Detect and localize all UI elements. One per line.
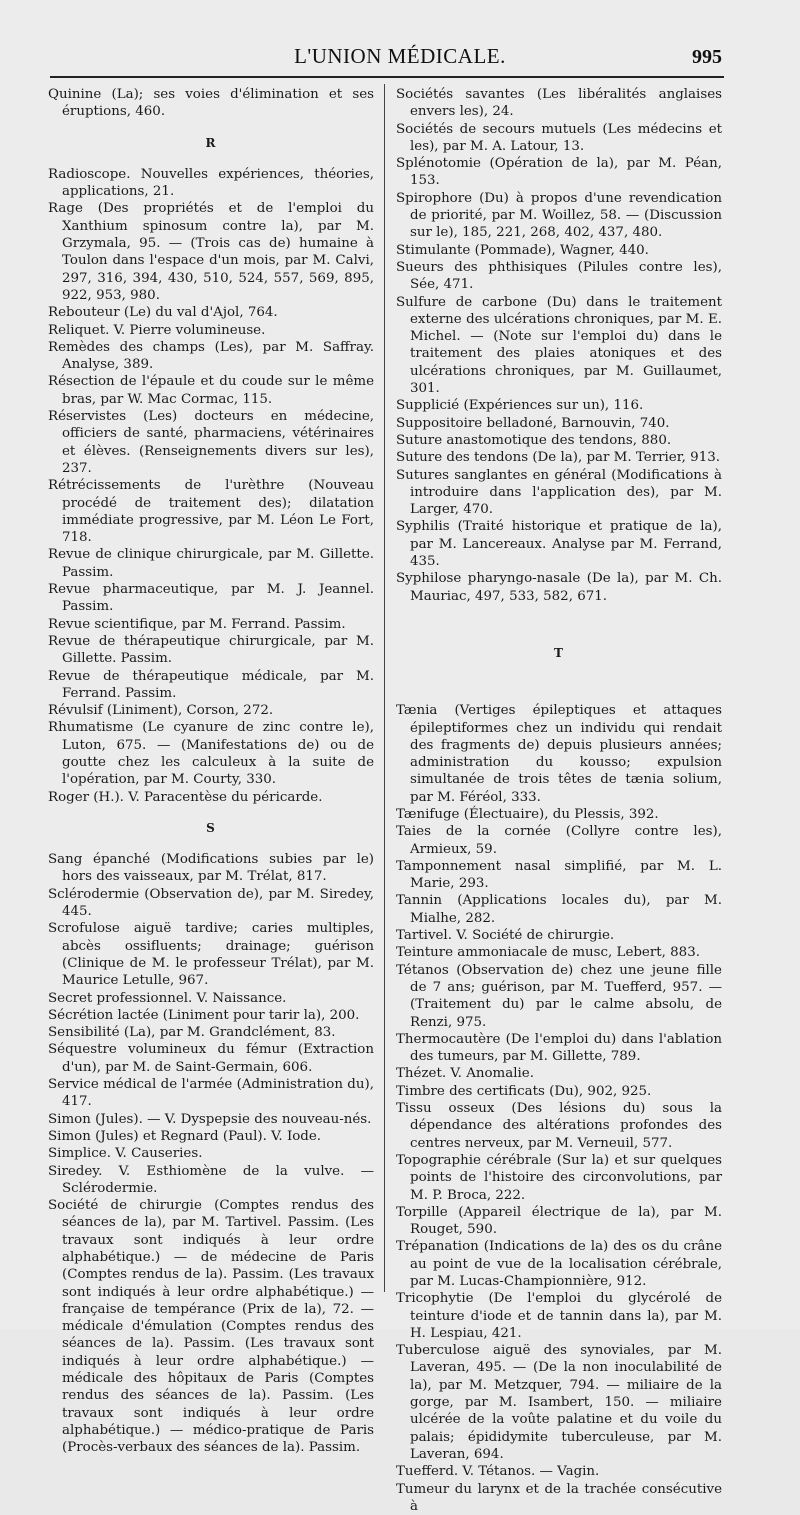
index-entry: Service médical de l'armée (Administration du), 417. (48, 1077, 374, 1110)
index-entry: Splénotomie (Opération de la), par M. Péan, 153. (396, 156, 722, 189)
section-letter-s: S (206, 820, 216, 835)
index-entry: Réservistes (Les) docteurs en médecine, officiers de santé, pharmaciens, vétérinaires et élèves. (Renseignements divers sur les), 237. (48, 409, 374, 476)
index-entry: Torpille (Appareil électrique de la), par M. Rouget, 590. (396, 1204, 722, 1238)
index-entry: Reliquet. V. Pierre volumineuse. (48, 322, 266, 338)
index-entry: Quinine (La); ses voies d'élimination et ses éruptions, 460. (48, 87, 374, 120)
section-letter-t: T (554, 645, 564, 660)
index-entry: Revue de thérapeutique médicale, par M. Ferrand. Passim. (48, 668, 374, 701)
index-entry: Séquestre volumineux du fémur (Extraction d'un), par M. de Saint-Germain, 606. (48, 1042, 374, 1075)
index-entry: Taies de la cornée (Collyre contre les), Armieux, 59. (396, 824, 722, 857)
index-entry: Teinture ammoniacale de musc, Lebert, 883. (396, 945, 700, 961)
header-rule (50, 76, 724, 78)
index-entry: Scrofulose aiguë tardive; caries multiples, abcès ossifluents; drainage; guérison (Clinique de M. le professeur Trélat), par M. Maurice Letulle, 967. (48, 921, 374, 989)
index-entry: Résection de l'épaule et du coude sur le même bras, par W. Mac Cormac, 115. (48, 374, 374, 407)
index-entry: Thermocautère (De l'emploi du) dans l'ablation des tumeurs, par M. Gillette, 789. (396, 1031, 722, 1065)
index-entry: Sociétés savantes (Les libéralités anglaises envers les), 24. (396, 87, 722, 120)
right-column (396, 86, 722, 1515)
index-entry: Rétrécissements de l'urèthre (Nouveau procédé de traitement des); dilatation immédiate progressive, par M. Léon Le Fort, 718. (48, 478, 374, 546)
index-entry: Simplice. V. Causeries. (48, 1146, 203, 1162)
left-column (48, 86, 374, 1457)
index-entry: Syphilose pharyngo-nasale (De la), par M. Ch. Mauriac, 497, 533, 582, 671. (396, 571, 722, 604)
index-entry: Rebouteur (Le) du val d'Ajol, 764. (48, 305, 278, 321)
section-letter-r: R (205, 135, 217, 150)
index-entry: Radioscope. Nouvelles expériences, théories, applications, 21. (48, 166, 374, 200)
index-entry: Supplicié (Expériences sur un), 116. (396, 398, 644, 414)
index-entry: Siredey. V. Esthiomène de la vulve. — Sclérodermie. (48, 1163, 374, 1196)
index-entry: Tartivel. V. Société de chirurgie. (396, 928, 615, 944)
index-entry: Timbre des certificats (Du), 902, 925. (396, 1083, 652, 1099)
index-entry: Tænia (Vertiges épileptiques et attaques épileptiformes chez un individu qui rendait des fragments de) depuis plusieurs années; administration du kousso; expulsion simultanée de trois têtes de tænia solium, par M. Féréol, 333. (396, 703, 722, 805)
index-entry: Tænifuge (Électuaire), du Plessis, 392. (396, 806, 659, 822)
index-entry: Sensibilité (La), par M. Grandclément, 83. (48, 1025, 336, 1041)
index-entry: Revue de thérapeutique chirurgicale, par M. Gillette. Passim. (48, 633, 374, 667)
index-entry: Sécrétion lactée (Liniment pour tarir la), 200. (48, 1007, 360, 1023)
page-number: 995 (692, 46, 722, 68)
entries-t (396, 702, 722, 1515)
index-entry: Suture anastomotique des tendons, 880. (396, 432, 672, 448)
index-entry: Revue pharmaceutique, par M. J. Jeannel. Passim. (48, 582, 374, 615)
index-entry: Tumeur du larynx et de la trachée consécutive à (396, 1481, 722, 1514)
index-entry: Simon (Jules). — V. Dyspepsie des nouveau-nés. (48, 1111, 372, 1127)
index-entry: Sutures sanglantes en général (Modifications à introduire dans l'application des), par M. Larger, 470. (396, 467, 722, 518)
index-entry: Thézet. V. Anomalie. (396, 1066, 534, 1082)
index-entry: Tuberculose aiguë des synoviales, par M. Laveran, 495. — (De la non inoculabilité de la), par M. Metzquer, 794. — miliaire de la gorge, par M. Isambert, 150. — miliaire ulcérée de la voûte palatine et du voile du palais; épididymite tuberculeuse, par M. Laveran, 694. (396, 1343, 722, 1462)
entries-s (48, 851, 374, 1456)
index-entry: Tricophytie (De l'emploi du glycérolé de teinture d'iode et de tannin dans la), par M. H. Lespiau, 421. (396, 1291, 722, 1341)
index-entry: Simon (Jules) et Regnard (Paul). V. Iode. (48, 1128, 322, 1144)
index-entry: Sang épanché (Modifications subies par le) hors des vaisseaux, par M. Trélat, 817. (48, 852, 374, 885)
index-entry: Tannin (Applications locales du), par M. Mialhe, 282. (396, 893, 722, 926)
index-entry: Sociétés de secours mutuels (Les médecins et les), par M. A. Latour, 13. (396, 121, 722, 154)
index-entry: Topographie cérébrale (Sur la) et sur quelques points de l'histoire des circonvolutions, par M. P. Broca, 222. (396, 1152, 722, 1203)
index-entry: Tamponnement nasal simplifié, par M. L. Marie, 293. (396, 858, 722, 892)
column-divider (384, 84, 385, 1292)
index-entry: Sulfure de carbone (Du) dans le traitement externe des ulcérations chroniques, par M. E. Michel. — (Note sur l'emploi du) dans le traitement des plaies atoniques et des ulcérations chroniques, par M. Guillaumet, 301. (396, 294, 722, 397)
index-entry: Roger (H.). V. Paracentèse du péricarde. (48, 789, 323, 805)
index-entry: Tuefferd. V. Tétanos. — Vagin. (396, 1464, 600, 1480)
index-entry: Syphilis (Traité historique et pratique de la), par M. Lancereaux. Analyse par M. Ferrand, 435. (396, 519, 722, 570)
index-entry: Sueurs des phthisiques (Pilules contre les), Sée, 471. (396, 259, 722, 293)
entries-top (48, 86, 374, 121)
entries-s-continued (396, 86, 722, 605)
index-entry: Revue scientifique, par M. Ferrand. Passim. (48, 616, 346, 632)
index-entry: Spirophore (Du) à propos d'une revendication de priorité, par M. Woillez, 58. — (Discussion sur le), 185, 221, 268, 402, 437, 480. (396, 190, 722, 241)
entries-r (48, 166, 374, 806)
index-entry: Remèdes des champs (Les), par M. Saffray. Analyse, 389. (48, 339, 374, 373)
index-entry: Société de chirurgie (Comptes rendus des séances de la), par M. Tartivel. Passim. (Les travaux sont indiqués à leur ordre alphabétique.) — de médecine de Paris (Comptes rendus de la). Passim. (Les travaux sont indiqués à leur ordre alphabétique.) — française de tempérance (Prix de la), 72. — médicale d'émulation (Comptes rendus des séances de la). Passim. (Les travaux sont indiqués à leur ordre alphabétique.) — médicale des hôpitaux de Paris (Comptes rendus des séances de la). Passim. (Les travaux sont indiqués à leur ordre alphabétique.) — médico-pratique de Paris (Procès-verbaux des séances de la). Passim. (48, 1198, 374, 1456)
index-entry: Rage (Des propriétés et de l'emploi du Xanthium spinosum contre la), par M. Grzymala, 95. — (Trois cas de) humaine à Toulon dans l'espace d'un mois, par M. Calvi, 297, 316, 394, 430, 510, 524, 557, 569, 895, 922, 953, 980. (48, 201, 374, 303)
index-entry: Trépanation (Indications de la) des os du crâne au point de vue de la localisation cérébrale, par M. Lucas-Championnière, 912. (396, 1239, 722, 1289)
running-title: L'UNION MÉDICALE. (294, 44, 506, 68)
index-entry: Rhumatisme (Le cyanure de zinc contre le), Luton, 675. — (Manifestations de) ou de goutte chez les calculeux à la suite de l'opération, par M. Courty, 330. (48, 720, 374, 788)
index-entry: Suppositoire belladoné, Barnouvin, 740. (396, 415, 670, 431)
index-entry: Tétanos (Observation de) chez une jeune fille de 7 ans; guérison, par M. Tuefferd, 957. — (Traitement du) par le calme absolu, de Renzi, 975. (396, 962, 722, 1030)
index-entry: Tissu osseux (Des lésions du) sous la dépendance des altérations profondes des centres nerveux, par M. Verneuil, 577. (396, 1101, 722, 1151)
index-entry: Suture des tendons (De la), par M. Terrier, 913. (396, 450, 720, 466)
index-entry: Revue de clinique chirurgicale, par M. Gillette. Passim. (48, 547, 374, 580)
index-entry: Secret professionnel. V. Naissance. (48, 990, 287, 1006)
index-entry: Sclérodermie (Observation de), par M. Siredey, 445. (48, 886, 374, 920)
index-entry: Révulsif (Liniment), Corson, 272. (48, 703, 274, 719)
index-entry: Stimulante (Pommade), Wagner, 440. (396, 242, 649, 258)
